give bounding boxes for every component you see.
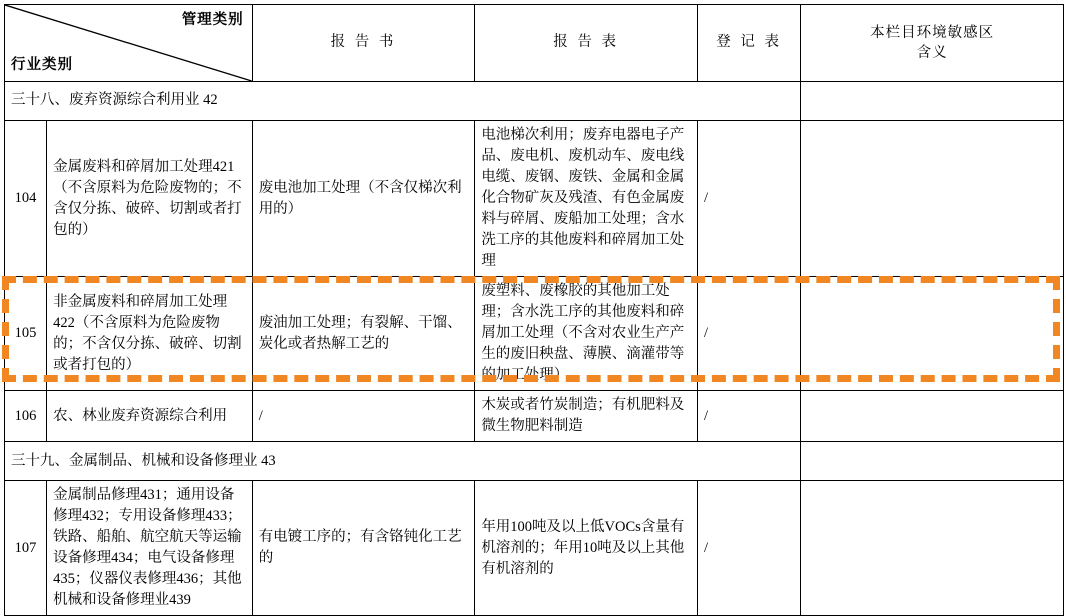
document-page xyxy=(0,4,1066,611)
row-106-sensitive xyxy=(801,391,1064,442)
row-107-report-form: 年用100吨及以上低VOCs含量有机溶剂的；年用10吨及以上其他有机溶剂的 xyxy=(475,481,698,616)
row-106-report-book: / xyxy=(252,391,475,442)
row-106-number: 106 xyxy=(5,391,47,442)
row-105-registration: / xyxy=(697,277,800,391)
table-header-row xyxy=(5,5,1064,82)
section-row-39 xyxy=(5,442,1064,481)
header-report-form: 报 告 表 xyxy=(475,5,698,82)
table-row xyxy=(5,481,1064,616)
row-104-report-book: 废电池加工处理（不含仅梯次利用的） xyxy=(252,121,475,277)
header-sensitive-area-line2: 含义 xyxy=(916,45,948,61)
header-management-category-label: 管理类别 xyxy=(181,12,244,28)
section-39-sensitive-cell xyxy=(801,442,1064,481)
row-107-sensitive xyxy=(801,481,1064,616)
header-corner-cell xyxy=(5,5,253,82)
section-title-38: 三十八、废弃资源综合利用业 42 xyxy=(5,82,801,121)
table-row xyxy=(5,391,1064,442)
header-sensitive-area-line1: 本栏目环境敏感区 xyxy=(870,24,995,41)
header-sensitive-area xyxy=(801,5,1064,82)
row-105-report-book: 废油加工处理；有裂解、干馏、炭化或者热解工艺的 xyxy=(252,277,475,391)
row-105-number: 105 xyxy=(5,277,47,391)
table-row xyxy=(5,277,1064,391)
header-report-book: 报 告 书 xyxy=(252,5,475,82)
row-106-registration: / xyxy=(697,391,800,442)
row-107-registration: / xyxy=(697,481,800,616)
row-104-sensitive xyxy=(801,121,1064,277)
row-107-number: 107 xyxy=(5,481,47,616)
header-registration-form: 登 记 表 xyxy=(697,5,800,82)
row-104-industry: 金属废料和碎屑加工处理421（不含原料为危险废物的；不含仅分拣、破碎、切割或者打包的） xyxy=(47,121,253,277)
section-row-38 xyxy=(5,82,1064,121)
section-title-39: 三十九、金属制品、机械和设备修理业 43 xyxy=(5,442,801,481)
row-107-report-book: 有电镀工序的；有含铬钝化工艺的 xyxy=(252,481,475,616)
row-105-report-form: 废塑料、废橡胶的其他加工处理；含水洗工序的其他废料和碎屑加工处理（不含对农业生产产生的废旧秧盘、薄膜、滴灌带等的加工处理） xyxy=(475,277,698,391)
row-104-number: 104 xyxy=(5,121,47,277)
row-106-report-form: 木炭或者竹炭制造；有机肥料及微生物肥料制造 xyxy=(475,391,698,442)
table-row xyxy=(5,121,1064,277)
section-38-sensitive-cell xyxy=(801,82,1064,121)
row-104-report-form: 电池梯次利用；废弃电器电子产品、废电机、废机动车、废电线电缆、废钢、废铁、金属和金属化合物矿灰及残渣、有色金属废料与碎屑、废船加工处理；含水洗工序的其他废料和碎屑加工处理 xyxy=(475,121,698,277)
row-105-industry: 非金属废料和碎屑加工处理422（不含原料为危险废物的；不含仅分拣、破碎、切割或者打包的） xyxy=(47,277,253,391)
row-105-sensitive xyxy=(801,277,1064,391)
catalog-table xyxy=(4,4,1064,616)
row-104-registration: / xyxy=(697,121,800,277)
row-107-industry: 金属制品修理431；通用设备修理432；专用设备修理433；铁路、船舶、航空航天等运输设备修理434；电气设备修理435；仪器仪表修理436；其他机械和设备修理业439 xyxy=(47,481,253,616)
header-industry-category-label: 行业类别 xyxy=(11,56,73,73)
row-106-industry: 农、林业废弃资源综合利用 xyxy=(47,391,253,442)
